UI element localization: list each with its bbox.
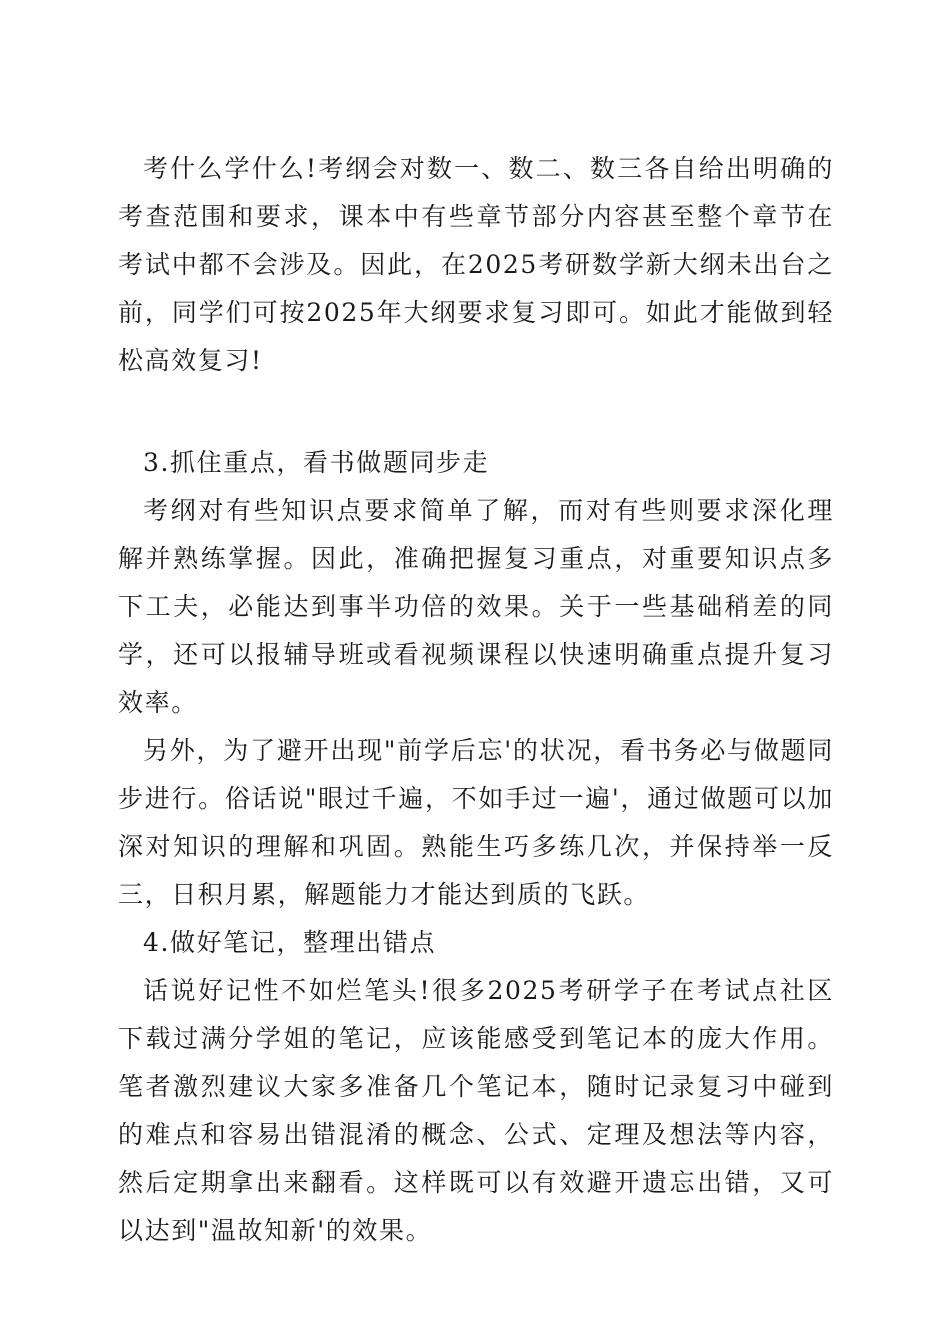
section-heading-3: 3.抓住重点，看书做题同步走: [143, 448, 490, 477]
paragraph-reading-practice: 另外，为了避开出现"前学后忘'的状况，看书务必与做题同步进行。俗话说"眼过千遍，不如手过一遍'，通过做题可以加深对知识的理解和巩固。熟能生巧多练几次，并保持举一反三，日积月累，解题能力才能达到质的飞跃。: [118, 736, 834, 909]
paragraph-exam-syllabus: 考什么学什么!考纲会对数一、数二、数三各自给出明确的考查范围和要求，课本中有些章节部分内容甚至整个章节在考试中都不会涉及。因此，在2025考研数学新大纲未出台之前，同学们可按2025年大纲要求复习即可。如此才能做到轻松高效复习!: [118, 154, 834, 375]
document-body: [118, 145, 834, 1255]
section-gap: [118, 385, 834, 439]
paragraph-notes: 话说好记性不如烂笔头!很多2025考研学子在考试点社区下载过满分学姐的笔记，应该能感受到笔记本的庞大作用。笔者激烈建议大家多准备几个笔记本，随时记录复习中碰到的难点和容易出错混淆的概念、公式、定理及想法等内容，然后定期拿出来翻看。这样既可以有效避开遗忘出错，又可以达到"温故知新'的效果。: [118, 976, 834, 1245]
section-heading-4: 4.做好笔记，整理出错点: [143, 928, 437, 957]
paragraph-key-points: 考纲对有些知识点要求简单了解，而对有些则要求深化理解并熟练掌握。因此，准确把握复习重点，对重要知识点多下工夫，必能达到事半功倍的效果。关于一些基础稍差的同学，还可以报辅导班或看视频课程以快速明确重点提升复习效率。: [118, 496, 834, 717]
